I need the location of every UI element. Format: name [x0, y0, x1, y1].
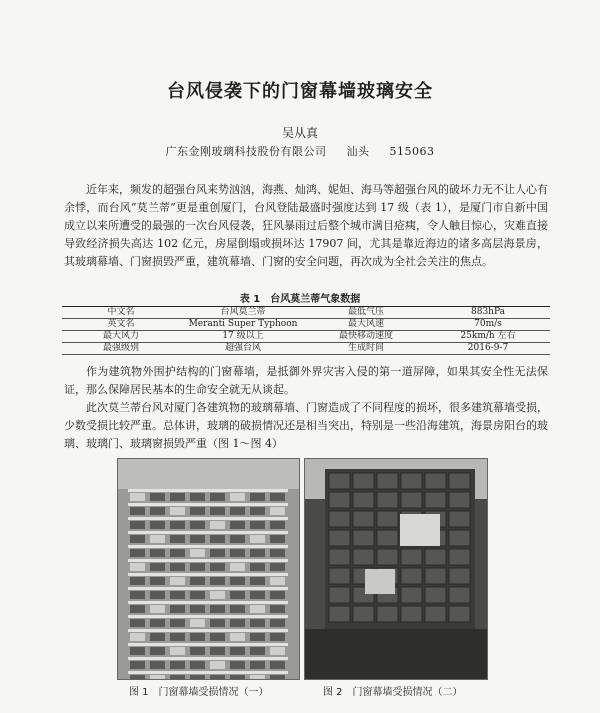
- affiliation-postcode: 515063: [389, 145, 435, 158]
- table-cell: 883hPa: [426, 307, 550, 319]
- affiliation-company: 广东金刚玻璃科技股份有限公司: [165, 145, 327, 158]
- table-cell: 台风莫兰蒂: [180, 307, 306, 319]
- affiliation: [0, 143, 600, 159]
- figure-2-photo: [304, 458, 488, 680]
- figure-1-photo: [117, 458, 300, 680]
- table-row: [62, 343, 550, 355]
- table-row: [62, 331, 550, 343]
- damaged-curtain-wall-illustration: [305, 459, 487, 679]
- body-paragraph: 作为建筑物外围护结构的门窗幕墙，是抵御外界灾害入侵的第一道屏障，如果其安全性无法保证，那么保障居民基本的生命安全就无从谈起。: [64, 365, 548, 396]
- author-name: 吴从真: [281, 126, 318, 140]
- figure-1-caption: 图 1 门窗幕墙受损情况（一）: [129, 687, 269, 698]
- paper-title: 台风侵袭下的门窗幕墙玻璃安全: [167, 81, 433, 102]
- table-cell: 生成时间: [306, 343, 426, 355]
- table-cell: 中文名: [62, 307, 180, 319]
- table-cell: 最强级别: [62, 343, 180, 355]
- intro-paragraph: 近年来，频发的超强台风来势汹汹，海燕、灿鸿、妮妲、海马等超强台风的破坏力无不让人心有余悸，而台风“莫兰蒂”更是重创厦门，台风登陆最盛时强度达到 17 级（表 1），是厦门市自新中国成立以来所遭受的最强的一次台风侵袭，狂风暴雨过后整个城市满目疮痍，令人触目惊心，灾难直接导致经济损失高达 102 亿元，房屋倒塌或损坏达 17907 间，尤其是靠近海边的诸多高层海景房，其玻璃幕墙、门窗损毁严重，建筑幕墙、门窗的安全问题，再次成为全社会关注的焦点。: [64, 183, 548, 268]
- table-cell: 最大风力: [62, 331, 180, 343]
- table-cell: 英文名: [62, 319, 180, 331]
- table-cell: 17 级以上: [180, 331, 306, 343]
- building-facade-illustration: [118, 459, 299, 679]
- table-row: [62, 307, 550, 319]
- table-cell: 70m/s: [426, 319, 550, 331]
- table-row: [62, 319, 550, 331]
- table-cell: 超强台风: [180, 343, 306, 355]
- typhoon-data-table: [62, 306, 550, 355]
- shattered-window: [400, 514, 440, 546]
- affiliation-city: 汕头: [346, 145, 370, 158]
- table-cell: Meranti Super Typhoon: [180, 319, 306, 331]
- table-cell: 2016-9-7: [426, 343, 550, 355]
- figure-2-caption: 图 2 门窗幕墙受损情况（二）: [323, 687, 463, 698]
- body-paragraph: 此次莫兰蒂台风对厦门各建筑物的玻璃幕墙、门窗造成了不同程度的损坏，很多建筑幕墙受损，少数受损比较严重。总体讲，玻璃的破损情况还是相当突出，特别是一些沿海建筑，海景房阳台的玻璃、玻璃门、玻璃窗损毁严重（图 1～图 4）: [64, 401, 548, 450]
- shattered-window: [365, 569, 395, 594]
- table-cell: 最快移动速度: [306, 331, 426, 343]
- table-cell: 最大风速: [306, 319, 426, 331]
- table-caption: 表 1 台风莫兰蒂气象数据: [239, 294, 361, 305]
- table-cell: 25km/h 左右: [426, 331, 550, 343]
- table-cell: 最低气压: [306, 307, 426, 319]
